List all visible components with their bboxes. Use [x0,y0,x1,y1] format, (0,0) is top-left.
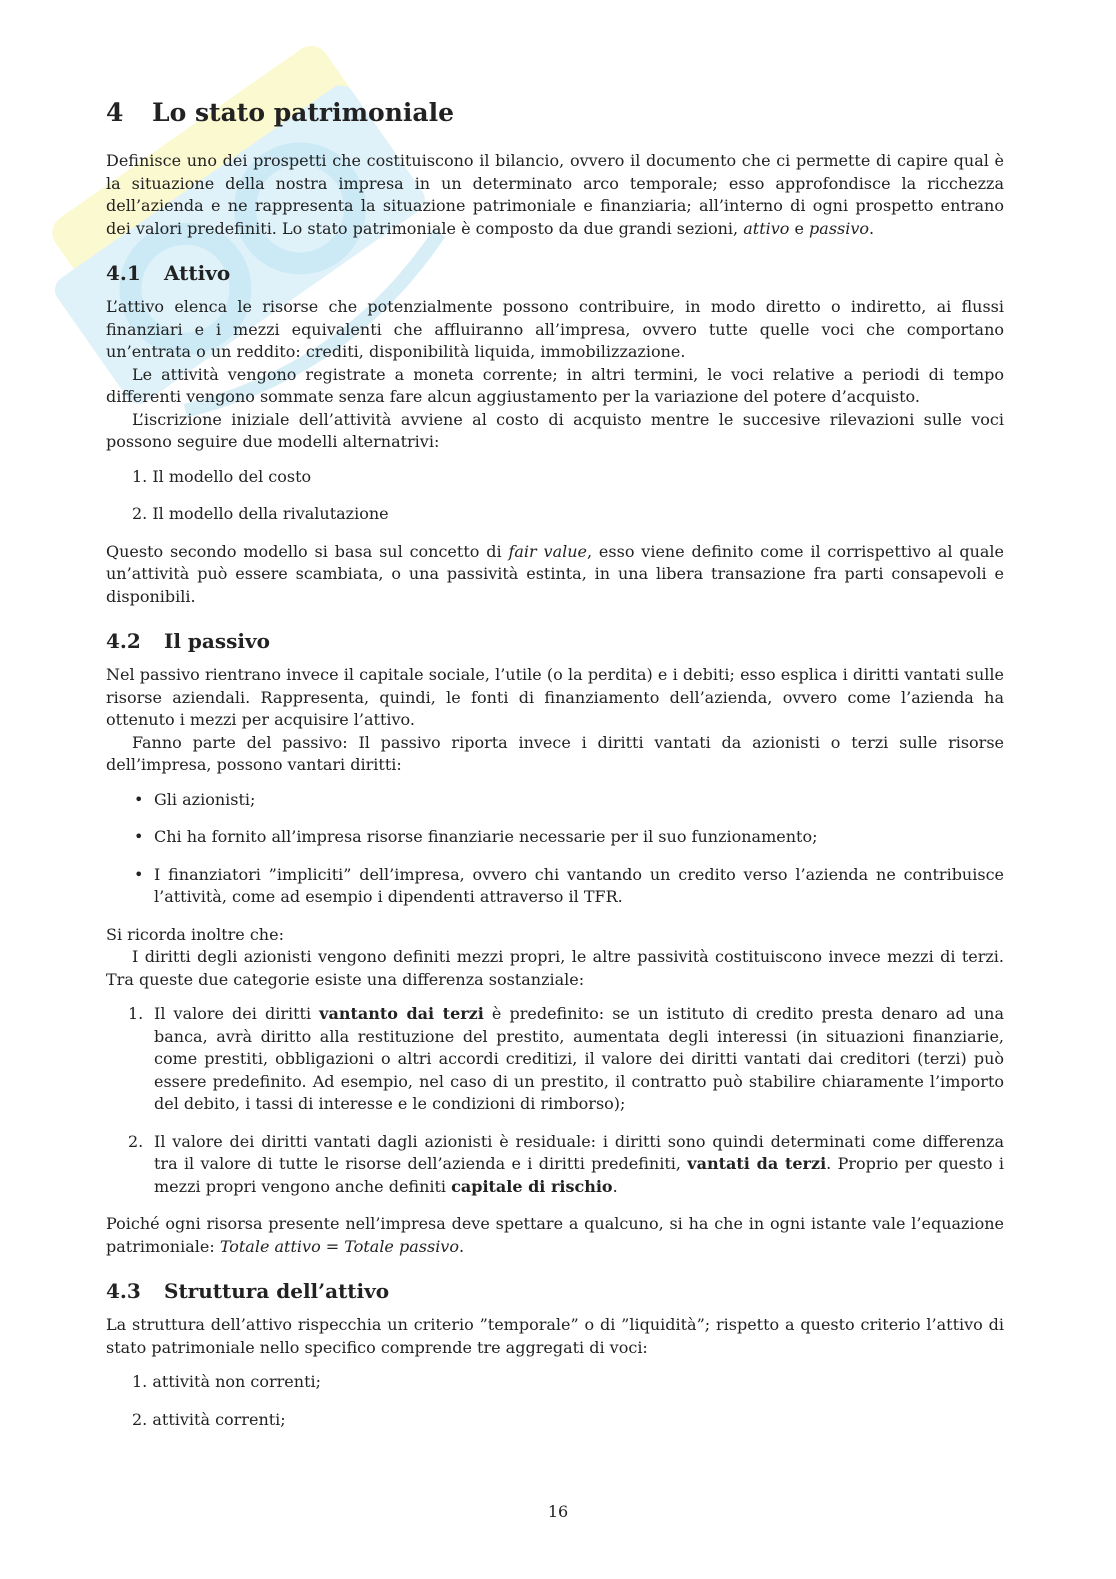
rights-list [106,1003,1004,1198]
list-item: 2. Il valore dei diritti vantati dagli azionisti è residuale: i diritti sono quindi determinati come differenza tra il valore di tutte le risorse dell’azienda e i diritti predefiniti, vantati da terzi. Proprio per questo i mezzi propri vengono anche definiti capitale di rischio. [128,1131,1004,1196]
list-marker: 1. [132,1372,148,1391]
bullet-list [106,789,1004,909]
paragraph: L’attivo elenca le risorse che potenzialmente possono contribuire, in modo diretto o indiretto, ai flussi finanziari e i mezzi equivalenti che affluiranno all’impresa, ovvero tutte quelle voci che comportano un’entrata o un reddito: crediti, disponibilità liquida, immobilizzazione. [106,297,1004,361]
document-page [106,96,1004,1446]
subsection-heading-struttura [106,1278,1004,1304]
list-marker: 2. [132,504,148,523]
list-item: • Chi ha fornito all’impresa risorse finanziarie necessarie per il suo funzionamento; [152,826,1004,849]
page-number: 16 [547,1502,569,1521]
subsection-title: Attivo [164,261,231,285]
list-item: • I finanziatori ”impliciti” dell’impresa, ovvero chi vantando un credito verso l’azienda ne contribuisce l’attività, come ad esempio i dipendenti attraverso il TFR. [134,864,1004,906]
list-item: 1. Il modello del costo [132,466,312,486]
paragraph: Nel passivo rientrano invece il capitale sociale, l’utile (o la perdita) e i debiti; esso esplica i diritti vantati sulle risorse aziendali. Rappresenta, quindi, le fonti di finanziamento dell’azienda, ovvero come l’azienda ha ottenuto i mezzi per acquisire l’attivo. [106,665,1004,729]
section-title: Lo stato patrimoniale [152,98,455,127]
subsection-number: 4.1 [106,261,141,285]
paragraph: L’iscrizione iniziale dell’attività avviene al costo di acquisto mentre le succesive rilevazioni sulle voci possono seguire due modelli alternatrivi: [106,409,1004,451]
list-item: 2. Il modello della rivalutazione [132,504,389,523]
aggregates-list [106,1371,1004,1431]
paragraph: Fanno parte del passivo: Il passivo riporta invece i diritti vantati da azionisti o terzi sulle risorse dell’impresa, possono vantari diritti: [106,732,1004,774]
subsection-title: Struttura dell’attivo [164,1279,390,1303]
intro-paragraph: Definisce uno dei prospetti che costituiscono il bilancio, ovvero il documento che ci permette di capire qual è la situazione della nostra impresa in un determinato arco temporale; esso approfondisce la ricchezza dell’azienda e ne rappresenta la situazione patrimoniale e finanziaria; all’interno di ogni prospetto entrano dei valori predefiniti. Lo stato patrimoniale è composto da due grandi sezioni, attivo e passivo. [106,151,1004,238]
subsection-number: 4.3 [106,1279,141,1303]
list-item: 1. Il valore dei diritti vantanto dai terzi è predefinito: se un istituto di credito presta denaro ad una banca, avrà diritto alla restituzione del prestito, aumentata degli interessi (in situazioni finanziarie, come prestiti, obbligazioni o altri accordi creditizi, il valore dei diritti vantati dai creditori (terzi) può essere predefinito. Ad esempio, nel caso di un prestito, il contratto può stabilire chiaramente l’importo del debito, i tassi di interesse e le condizioni di rimborso); [128,1004,1004,1113]
models-list [106,466,1004,526]
subsection-number: 4.2 [106,629,141,653]
list-item: 2. attività correnti; [132,1409,286,1429]
section-heading [106,96,1004,130]
section-number: 4 [106,98,124,127]
bullet-icon: • [134,789,144,809]
paragraph: Poiché ogni risorsa presente nell’impresa deve spettare a qualcuno, si ha che in ogni istante vale l’equazione patrimoniale: Totale attivo = Totale passivo. [106,1214,1004,1256]
list-marker: 2. [128,1131,144,1151]
list-marker: 1. [132,466,148,486]
paragraph: Le attività vengono registrate a moneta corrente; in altri termini, le voci relative a periodi di tempo differenti vengono sommate senza fare alcun aggiustamento per la variazione del potere d’acquisto. [106,364,1004,406]
bullet-icon: • [134,827,144,846]
subsection-heading-passivo [106,628,1004,654]
bullet-icon: • [134,864,144,884]
paragraph: La struttura dell’attivo rispecchia un criterio ”temporale” o di ”liquidità”; rispetto a questo criterio l’attivo di stato patrimoniale nello specifico comprende tre aggregati di voci: [106,1315,1004,1357]
subsection-title: Il passivo [164,629,270,653]
list-marker: 1. [128,1004,144,1023]
paragraph: Questo secondo modello si basa sul concetto di fair value, esso viene definito come il corrispettivo al quale un’attività può essere scambiata, o una passività estinta, in una libera transazione fra parti consapevoli e disponibili. [106,541,1005,606]
paragraph: Si ricorda inoltre che: [106,924,284,944]
paragraph: I diritti degli azionisti vengono definiti mezzi propri, le altre passività costituiscono invece mezzi di terzi. Tra queste due categorie esiste una differenza sostanziale: [106,947,1004,989]
list-item: 1. attività non correnti; [132,1372,322,1391]
list-item: • Gli azionisti; [152,789,1004,812]
list-marker: 2. [132,1409,148,1429]
subsection-heading-attivo [106,260,1004,286]
